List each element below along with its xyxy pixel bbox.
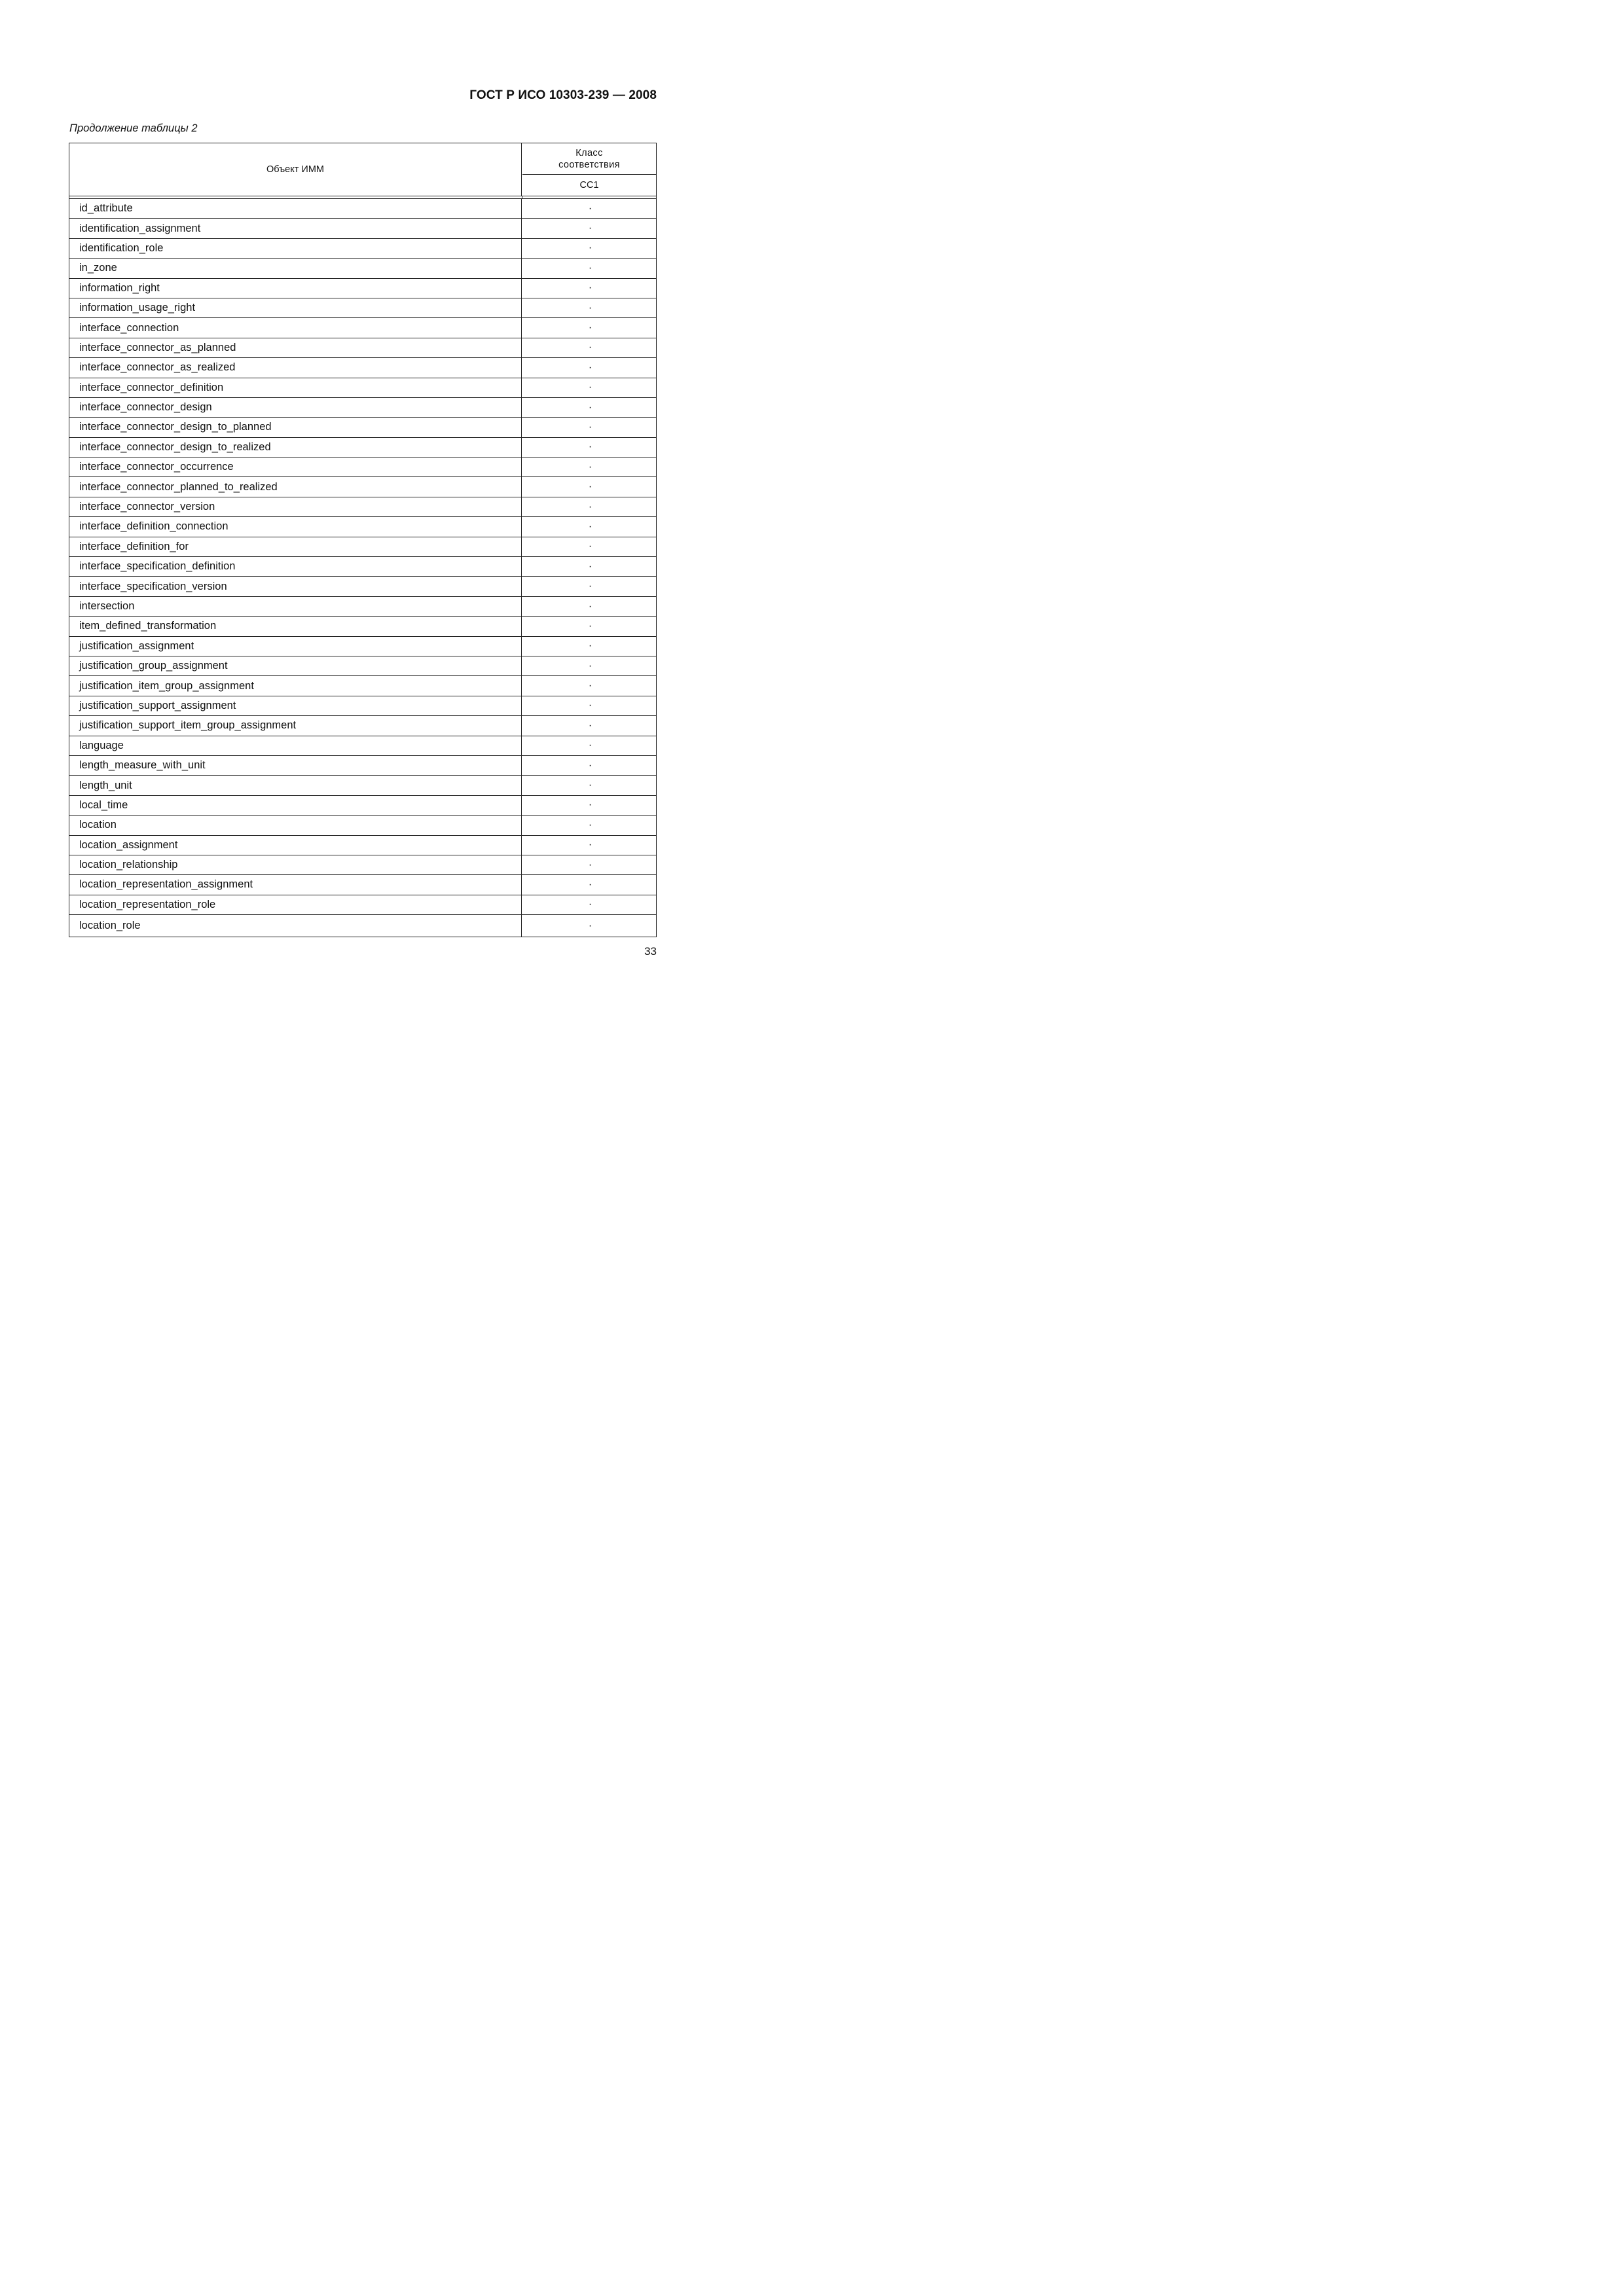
cc1-mark-cell: · — [588, 839, 593, 851]
object-name-cell: interface_connector_design — [69, 398, 522, 417]
cc1-mark-cell: · — [588, 461, 593, 473]
object-name-cell: location — [69, 816, 522, 834]
table-row — [69, 776, 656, 795]
cc1-mark-cell: · — [588, 819, 593, 831]
table-row — [69, 239, 656, 259]
cc1-mark-cell: · — [588, 322, 593, 334]
cc1-mark-cell: · — [588, 441, 593, 453]
table-row — [69, 318, 656, 338]
table-row — [69, 298, 656, 318]
table-row — [69, 676, 656, 696]
cc1-mark-cell: · — [588, 740, 593, 751]
cc1-mark-cell: · — [588, 421, 593, 433]
object-name-cell: justification_group_assignment — [69, 656, 522, 675]
object-name-cell: interface_specification_definition — [69, 557, 522, 576]
object-name-cell: justification_support_assignment — [69, 696, 522, 715]
cc1-mark-cell: · — [588, 581, 593, 592]
cc1-mark-cell: · — [588, 660, 593, 672]
cc1-mark-cell: · — [588, 302, 593, 314]
table-caption: Продолжение таблицы 2 — [69, 122, 198, 134]
cc1-mark-cell: · — [588, 899, 593, 910]
table-row — [69, 796, 656, 816]
object-name-cell: length_unit — [69, 776, 522, 795]
object-name-cell: id_attribute — [69, 199, 522, 218]
cc1-mark-cell: · — [588, 600, 593, 612]
table-row — [69, 259, 656, 278]
table-row — [69, 637, 656, 656]
table-row — [69, 338, 656, 358]
table-row — [69, 378, 656, 398]
object-name-cell: interface_connector_as_planned — [69, 338, 522, 357]
cc1-mark-cell: · — [588, 719, 593, 731]
table-row — [69, 358, 656, 378]
object-name-cell: location_representation_role — [69, 895, 522, 914]
cc1-mark-cell: · — [588, 342, 593, 353]
table-row — [69, 577, 656, 596]
table-body — [69, 199, 656, 937]
conformance-class-label-line1: Класс — [575, 147, 603, 158]
cc1-mark-cell: · — [588, 780, 593, 791]
table-row — [69, 219, 656, 238]
cc1-mark-cell: · — [588, 680, 593, 692]
object-name-cell: location_role — [69, 915, 522, 937]
page-number: 33 — [644, 945, 657, 958]
cc1-mark-cell: · — [588, 481, 593, 493]
object-name-cell: interface_connector_planned_to_realized — [69, 477, 522, 496]
object-name-cell: interface_connector_as_realized — [69, 358, 522, 377]
table-row — [69, 895, 656, 915]
object-name-cell: identification_role — [69, 239, 522, 258]
table-row — [69, 557, 656, 577]
object-name-cell: location_assignment — [69, 836, 522, 855]
cc1-mark-cell: · — [588, 878, 593, 890]
object-name-cell: interface_definition_connection — [69, 517, 522, 536]
table-row — [69, 915, 656, 937]
table-row — [69, 656, 656, 676]
table-row — [69, 716, 656, 736]
object-name-cell: interface_connector_occurrence — [69, 457, 522, 476]
table-header — [69, 143, 656, 196]
cc1-mark-cell: · — [588, 859, 593, 870]
cc1-mark-cell: · — [588, 262, 593, 274]
cc1-mark-cell: · — [588, 920, 593, 931]
cc1-mark-cell: · — [588, 282, 593, 294]
cc1-mark-cell: · — [588, 382, 593, 393]
object-name-cell: location_representation_assignment — [69, 875, 522, 894]
table-row — [69, 537, 656, 557]
cc1-mark-cell: · — [588, 799, 593, 811]
cc1-mark-cell: · — [588, 202, 593, 214]
table-row — [69, 398, 656, 418]
cc1-mark-cell: · — [588, 361, 593, 373]
column-header-object: Объект ИММ — [69, 143, 522, 196]
cc1-mark-cell: · — [588, 541, 593, 552]
table-row — [69, 696, 656, 716]
header-double-rule — [69, 196, 656, 199]
object-name-cell: intersection — [69, 597, 522, 616]
table-row — [69, 418, 656, 437]
table-row — [69, 199, 656, 219]
object-name-cell: in_zone — [69, 259, 522, 278]
cc1-mark-cell: · — [588, 223, 593, 234]
table-row — [69, 279, 656, 298]
table-row — [69, 517, 656, 537]
conformance-class-label-line2: соответствия — [558, 159, 620, 170]
object-name-cell: interface_definition_for — [69, 537, 522, 556]
object-name-cell: interface_connection — [69, 318, 522, 337]
object-name-cell: length_measure_with_unit — [69, 756, 522, 775]
cc1-mark-cell: · — [588, 242, 593, 254]
object-name-cell: location_relationship — [69, 855, 522, 874]
cc1-mark-cell: · — [588, 520, 593, 532]
cc1-mark-cell: · — [588, 501, 593, 512]
cc1-mark-cell: · — [588, 401, 593, 413]
conformance-table — [69, 143, 657, 937]
cc1-mark-cell: · — [588, 620, 593, 632]
cc1-mark-cell: · — [588, 560, 593, 572]
cc1-mark-cell: · — [588, 759, 593, 771]
cc1-mark-cell: · — [588, 700, 593, 711]
object-name-cell: local_time — [69, 796, 522, 815]
object-name-cell: information_right — [69, 279, 522, 298]
object-name-cell: interface_connector_version — [69, 497, 522, 516]
table-row — [69, 477, 656, 497]
table-row — [69, 816, 656, 835]
object-name-cell: justification_item_group_assignment — [69, 676, 522, 695]
object-name-cell: interface_connector_design_to_realized — [69, 438, 522, 457]
object-name-cell: interface_connector_design_to_planned — [69, 418, 522, 437]
object-name-cell: justification_support_item_group_assignment — [69, 716, 522, 735]
object-name-cell: identification_assignment — [69, 219, 522, 238]
table-row — [69, 597, 656, 617]
object-name-cell: interface_specification_version — [69, 577, 522, 596]
object-name-cell: language — [69, 736, 522, 755]
table-row — [69, 756, 656, 776]
table-row — [69, 736, 656, 756]
table-row — [69, 855, 656, 875]
object-name-cell: justification_assignment — [69, 637, 522, 656]
table-row — [69, 438, 656, 457]
cc1-mark-cell: · — [588, 640, 593, 652]
table-row — [69, 457, 656, 477]
table-row — [69, 617, 656, 636]
table-row — [69, 875, 656, 895]
table-row — [69, 836, 656, 855]
object-name-cell: item_defined_transformation — [69, 617, 522, 636]
standard-designation: ГОСТ Р ИСО 10303-239 — 2008 — [469, 88, 657, 102]
object-name-cell: information_usage_right — [69, 298, 522, 317]
table-row — [69, 497, 656, 517]
column-header-cc1: CC1 — [579, 180, 599, 190]
object-name-cell: interface_connector_definition — [69, 378, 522, 397]
column-header-conformance-class — [522, 143, 656, 175]
